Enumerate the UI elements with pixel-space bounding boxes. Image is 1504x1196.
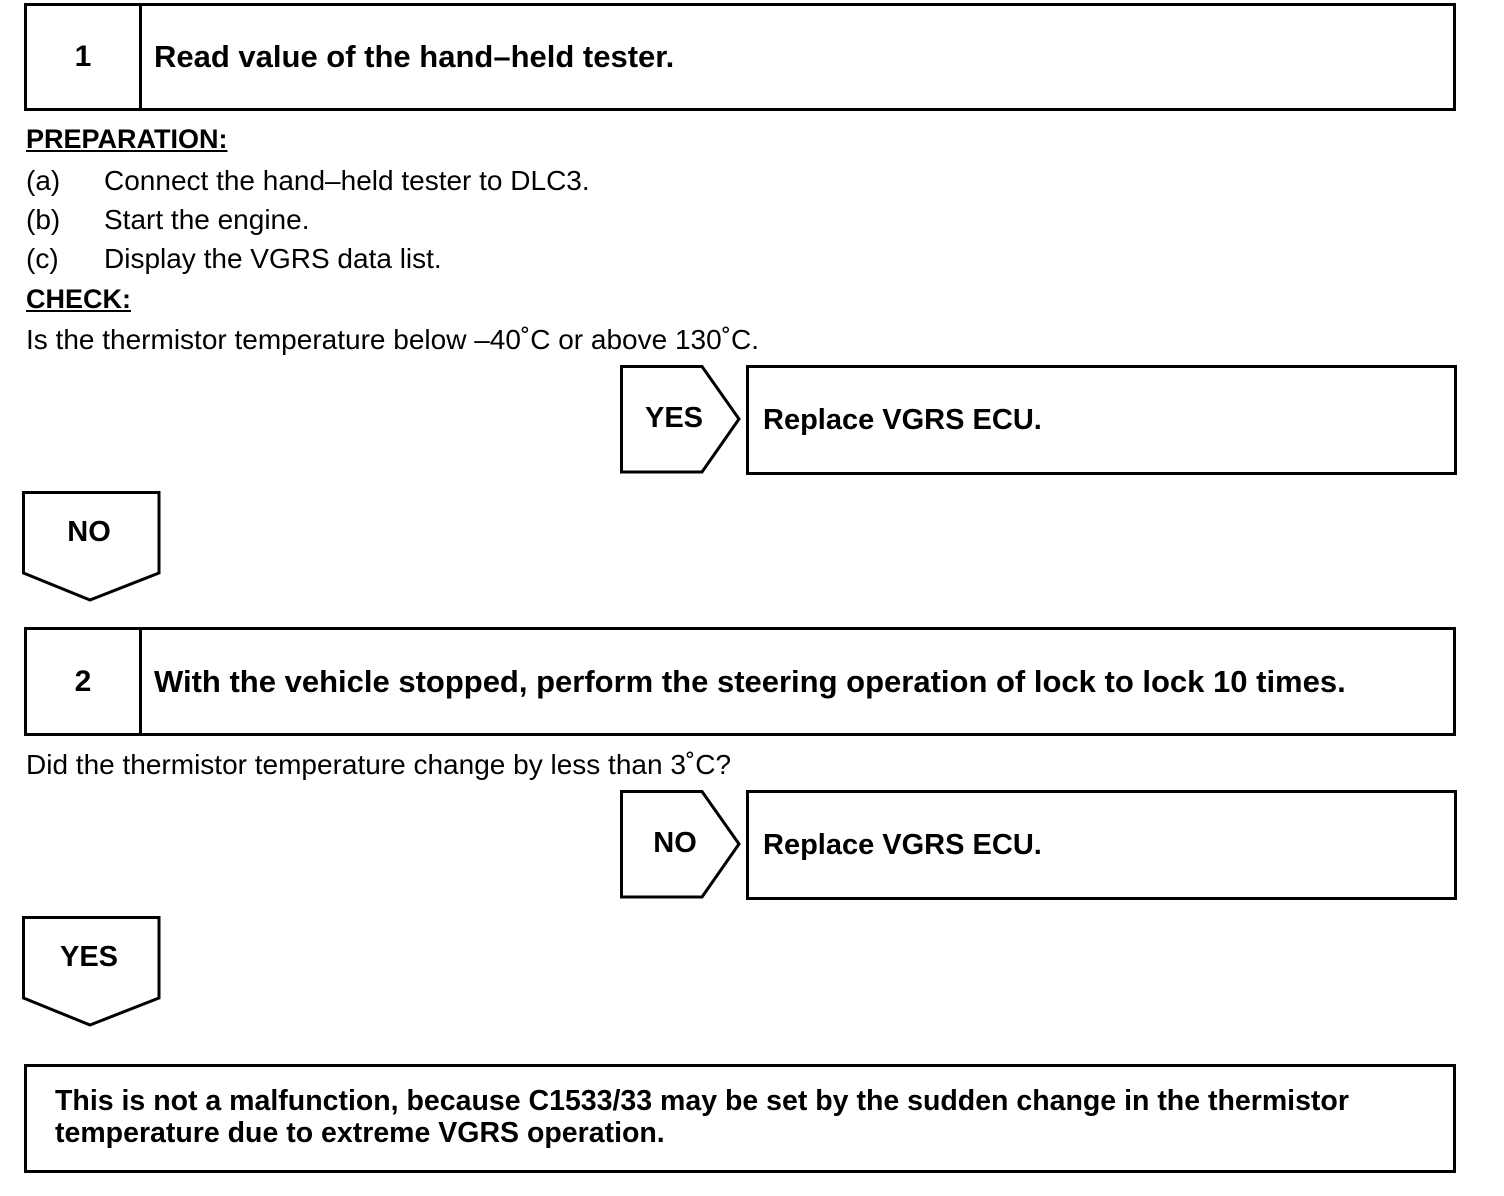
preparation-item-text: Display the VGRS data list. <box>104 243 442 274</box>
step-1-box <box>24 3 1456 111</box>
down-arrow-no-label: NO <box>67 516 111 548</box>
check-heading: CHECK: <box>26 284 131 314</box>
preparation-item-letter: (a) <box>26 165 61 196</box>
preparation-item-letter: (b) <box>26 204 61 235</box>
preparation-item-c <box>26 243 442 275</box>
branch-2-result-box <box>746 790 1457 900</box>
final-result-text: This is not a malfunction, because C1533/33 may be set by the sudden change in the thermistor temperature due to extreme VGRS operation. <box>55 1085 1349 1149</box>
step-2-question: Did the thermistor temperature change by less than 3˚C? <box>26 749 732 780</box>
step-2-title: With the vehicle stopped, perform the steering operation of lock to lock 10 times. <box>154 663 1346 699</box>
step-1-number: 1 <box>27 6 142 108</box>
preparation-item-a <box>26 165 590 197</box>
preparation-item-b <box>26 204 309 236</box>
step-1-title: Read value of the hand–held tester. <box>154 39 675 74</box>
preparation-item-text: Start the engine. <box>104 204 310 235</box>
right-arrow-no-label: NO <box>653 827 697 859</box>
step-2-box <box>24 627 1456 736</box>
preparation-heading: PREPARATION: <box>26 124 228 154</box>
right-arrow-yes-label: YES <box>644 402 704 434</box>
preparation-item-letter: (c) <box>26 243 59 274</box>
branch-2-result-text: Replace VGRS ECU. <box>763 828 1042 861</box>
down-arrow-yes-label: YES <box>59 941 119 973</box>
final-result-box <box>24 1064 1456 1173</box>
step-2-number: 2 <box>27 630 142 733</box>
branch-1-result-box <box>746 365 1457 475</box>
branch-1-result-text: Replace VGRS ECU. <box>763 403 1042 436</box>
preparation-item-text: Connect the hand–held tester to DLC3. <box>104 165 590 196</box>
check-question: Is the thermistor temperature below –40˚C or above 130˚C. <box>26 324 760 355</box>
